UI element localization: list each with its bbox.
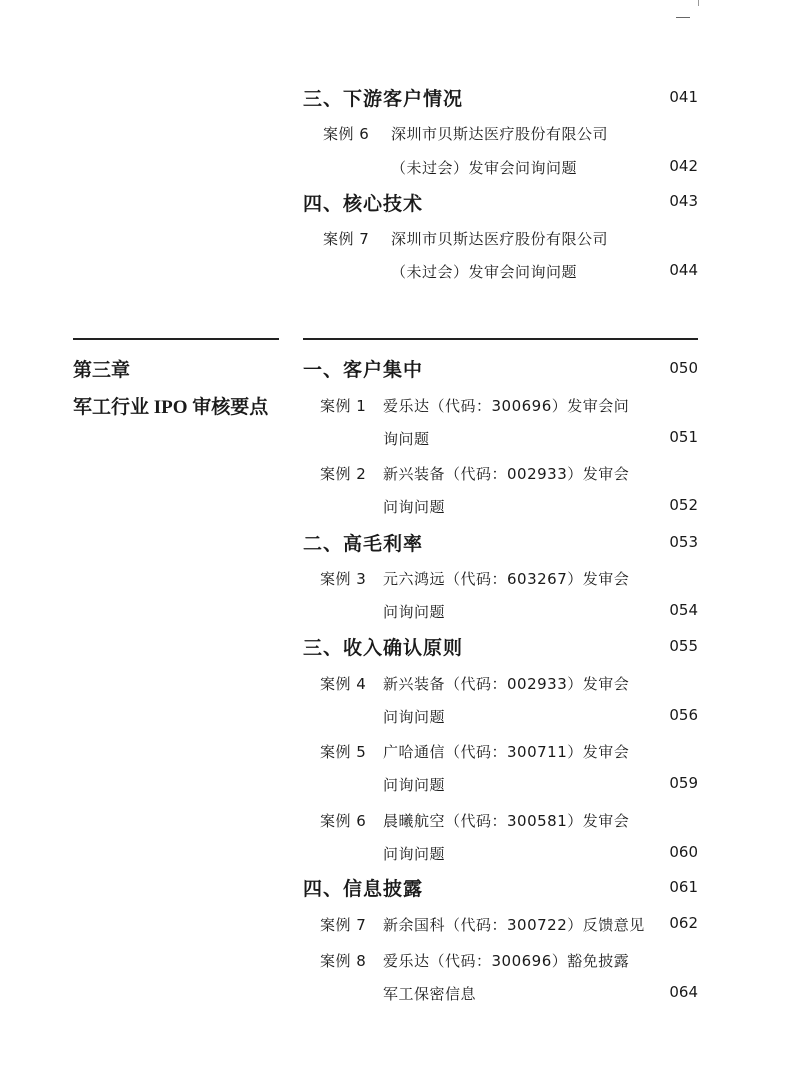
toc-case-label: 案例 4 [320, 675, 367, 693]
toc-page-number: 059 [669, 774, 698, 792]
toc-page-number: 062 [669, 914, 698, 932]
toc-page-number: 050 [669, 359, 698, 377]
toc-page-number: 051 [669, 428, 698, 446]
toc-case-title-cont[interactable]: 问询问题 [383, 776, 446, 794]
toc-page-number: 056 [669, 706, 698, 724]
chapter-number: 第三章 [73, 360, 131, 381]
chapter-divider-left [73, 338, 279, 340]
toc-section-title[interactable]: 四、核心技术 [303, 193, 424, 215]
toc-section-title[interactable]: 四、信息披露 [303, 878, 424, 900]
toc-case-label: 案例 3 [320, 570, 367, 588]
toc-page-number: 043 [669, 192, 698, 210]
toc-page-number: 055 [669, 637, 698, 655]
page-corner-mark [676, 17, 690, 18]
toc-case-title-cont[interactable]: 军工保密信息 [383, 985, 477, 1003]
toc-case-title-cont[interactable]: （未过会）发审会问询问题 [391, 159, 578, 177]
toc-case-label: 案例 6 [320, 812, 367, 830]
toc-page-number: 041 [669, 88, 698, 106]
toc-case-label: 案例 1 [320, 397, 367, 415]
toc-page-number: 042 [669, 157, 698, 175]
toc-case-title[interactable]: 广哈通信（代码：300711）发审会 [383, 743, 630, 761]
toc-case-title[interactable]: 爱乐达（代码：300696）豁免披露 [383, 952, 630, 970]
toc-page-number: 052 [669, 496, 698, 514]
toc-section-title[interactable]: 一、客户集中 [303, 359, 424, 381]
toc-case-label: 案例 6 [323, 125, 370, 143]
toc-section-title[interactable]: 三、下游客户情况 [303, 88, 464, 110]
toc-case-title[interactable]: 元六鸿远（代码：603267）发审会 [383, 570, 630, 588]
toc-page-number: 053 [669, 533, 698, 551]
toc-case-label: 案例 7 [320, 916, 367, 934]
page-corner-tick [698, 0, 699, 6]
toc-page-number: 061 [669, 878, 698, 896]
toc-case-label: 案例 2 [320, 465, 367, 483]
toc-case-title-cont[interactable]: （未过会）发审会问询问题 [391, 263, 578, 281]
toc-case-title[interactable]: 深圳市贝斯达医疗股份有限公司 [391, 125, 609, 143]
toc-case-title[interactable]: 新兴装备（代码：002933）发审会 [383, 465, 630, 483]
toc-case-title[interactable]: 新余国科（代码：300722）反馈意见 [383, 916, 645, 934]
toc-case-label: 案例 7 [323, 230, 370, 248]
chapter-title[interactable]: 军工行业 IPO 审核要点 [73, 397, 269, 418]
toc-case-title[interactable]: 新兴装备（代码：002933）发审会 [383, 675, 630, 693]
chapter-divider-right [303, 338, 698, 340]
toc-page-number: 054 [669, 601, 698, 619]
toc-case-title-cont[interactable]: 问询问题 [383, 603, 446, 621]
toc-page-number: 044 [669, 261, 698, 279]
toc-section-title[interactable]: 二、高毛利率 [303, 533, 424, 555]
toc-case-label: 案例 8 [320, 952, 367, 970]
toc-case-title-cont[interactable]: 问询问题 [383, 708, 446, 726]
toc-page-number: 060 [669, 843, 698, 861]
toc-case-title-cont[interactable]: 问询问题 [383, 498, 446, 516]
toc-case-title-cont[interactable]: 询问题 [383, 430, 430, 448]
toc-page-number: 064 [669, 983, 698, 1001]
toc-case-title-cont[interactable]: 问询问题 [383, 845, 446, 863]
toc-section-title[interactable]: 三、收入确认原则 [303, 637, 464, 659]
toc-case-label: 案例 5 [320, 743, 367, 761]
toc-case-title[interactable]: 深圳市贝斯达医疗股份有限公司 [391, 230, 609, 248]
toc-case-title[interactable]: 爱乐达（代码：300696）发审会问 [383, 397, 630, 415]
toc-case-title[interactable]: 晨曦航空（代码：300581）发审会 [383, 812, 630, 830]
